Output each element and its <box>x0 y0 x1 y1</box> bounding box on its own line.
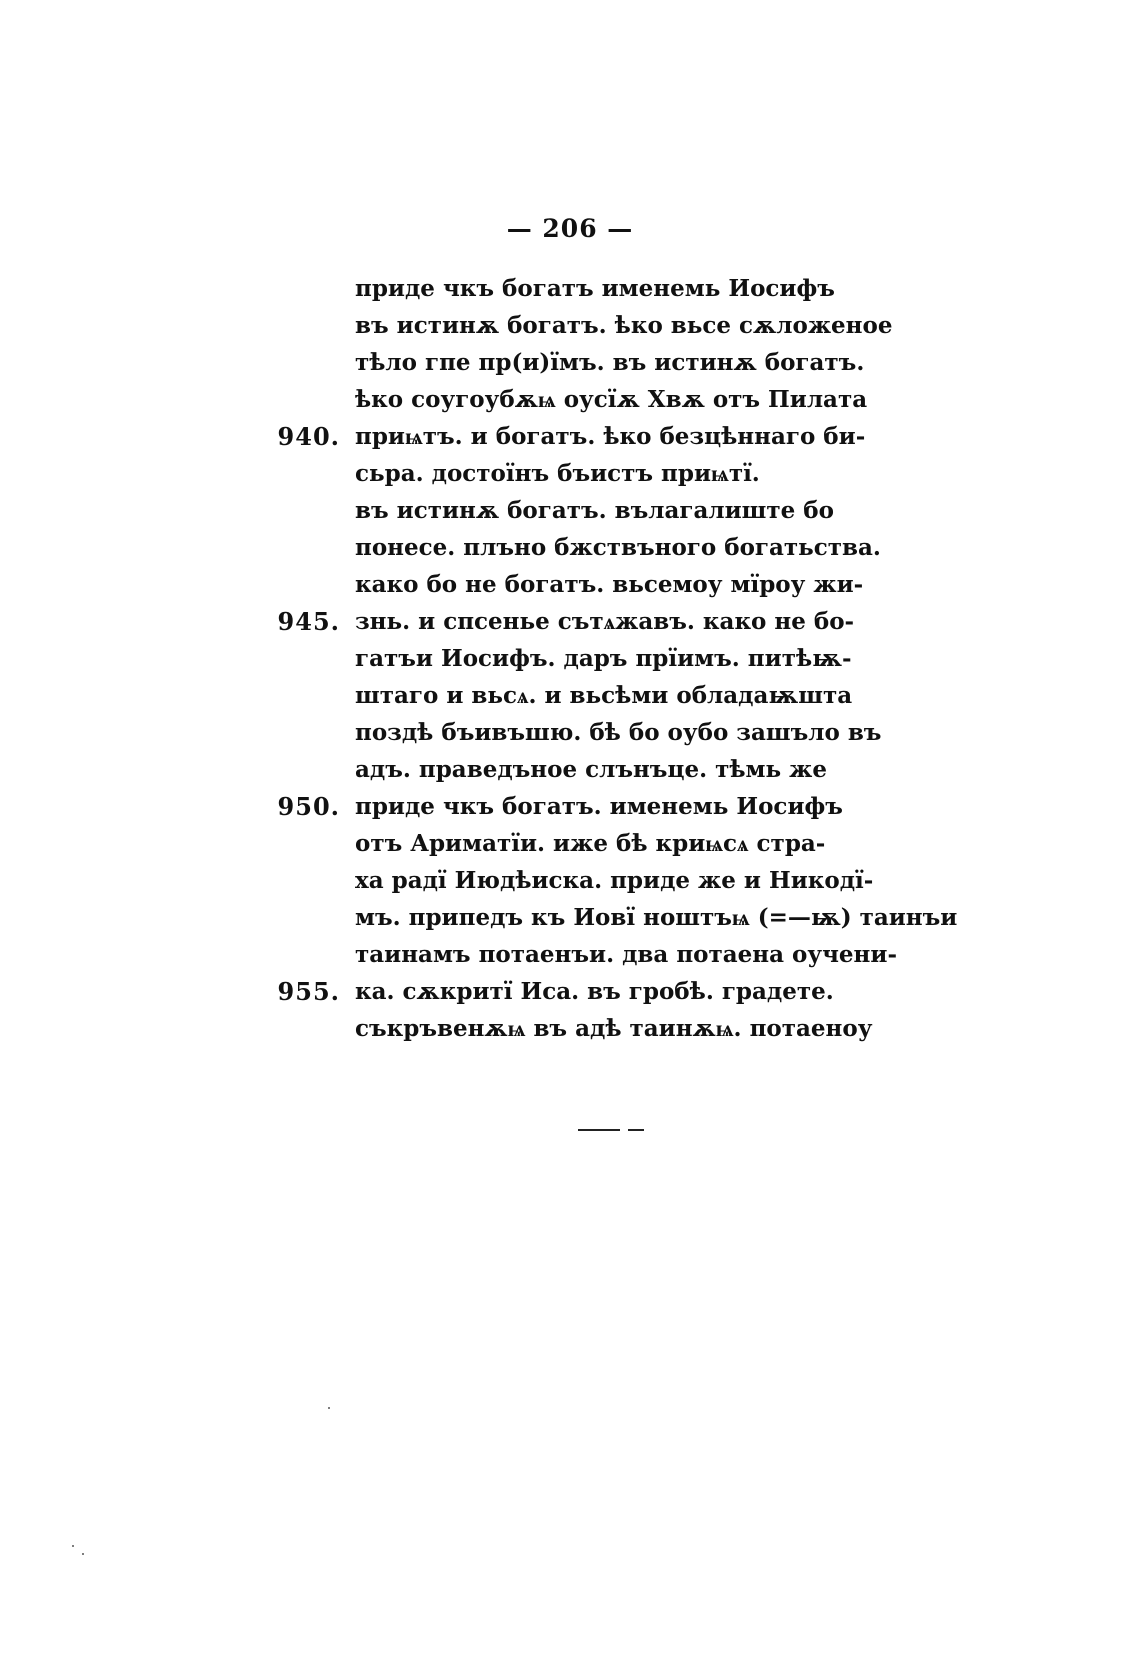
text-line <box>0 603 1140 640</box>
rule-segment <box>578 1129 620 1131</box>
line-text: адъ. праведъное слънъце. тѣмь же <box>355 756 827 783</box>
text-line <box>0 381 1140 418</box>
scan-speck <box>82 1553 84 1555</box>
text-line <box>0 566 1140 603</box>
text-line <box>0 270 1140 307</box>
line-number: 955. <box>277 977 340 1006</box>
line-text: ха радї Июдѣиска. приде же и Никодї- <box>355 867 874 894</box>
line-text: поздѣ бъивъшю. бѣ бо оубо зашъло въ <box>355 719 882 746</box>
line-text: отъ Ариматїи. иже бѣ криѩсѧ стра- <box>355 830 826 857</box>
text-line <box>0 862 1140 899</box>
text-line <box>0 714 1140 751</box>
scan-speck <box>72 1545 74 1547</box>
text-line <box>0 529 1140 566</box>
line-text: приѩтъ. и богатъ. ѣко безцѣннаго би- <box>355 423 866 450</box>
text-line <box>0 307 1140 344</box>
line-number: 950. <box>277 792 340 821</box>
line-text: съкръвенѫѩ въ адѣ таинѫѩ. потаеноу <box>355 1015 873 1042</box>
line-text: въ истинѫ богатъ. вълагалиште бо <box>355 497 834 524</box>
text-line <box>0 825 1140 862</box>
line-text: въ истинѫ богатъ. ѣко вьсе сѫложеное <box>355 312 893 339</box>
text-line <box>0 788 1140 825</box>
text-line <box>0 677 1140 714</box>
verse-block <box>0 270 1140 1047</box>
end-rule <box>578 1125 644 1135</box>
text-line <box>0 1010 1140 1047</box>
line-text: гатъи Иосифъ. даръ прїимъ. питѣѭ- <box>355 645 852 672</box>
line-text: приде чкъ богатъ именемь Иосифъ <box>355 275 835 302</box>
rule-segment <box>628 1129 644 1131</box>
line-text: ѣко соугоубѫѩ оусїѫ Хвѫ отъ Пилата <box>355 386 868 413</box>
page-number: — 206 — <box>506 214 634 243</box>
line-text: како бо не богатъ. вьсемоу мїроу жи- <box>355 571 864 598</box>
text-line <box>0 899 1140 936</box>
line-number: 945. <box>277 607 340 636</box>
text-line <box>0 455 1140 492</box>
line-text: тѣло гпе пр(и)їмъ. въ истинѫ богатъ. <box>355 349 865 376</box>
text-line <box>0 418 1140 455</box>
line-text: сьра. достоїнъ бъистъ приѩтї. <box>355 460 760 487</box>
line-text: таинамъ потаенъи. два потаена оучени- <box>355 941 897 968</box>
line-text: штаго и вьсѧ. и вьсѣми обладаѭшта <box>355 682 853 709</box>
line-text: мъ. припедъ къ Иовї ноштъѩ (=—ѭ) таинъи <box>355 904 958 931</box>
line-text: знь. и спсенье сътѧжавъ. како не бо- <box>355 608 855 635</box>
text-line <box>0 751 1140 788</box>
line-text: приде чкъ богатъ. именемь Иосифъ <box>355 793 843 820</box>
text-line <box>0 492 1140 529</box>
line-text: понесе. плъно бжствъного богатьства. <box>355 534 881 561</box>
text-line <box>0 936 1140 973</box>
text-line <box>0 973 1140 1010</box>
text-line <box>0 640 1140 677</box>
line-text: ка. сѫкритї Иса. въ гробѣ. градете. <box>355 978 834 1005</box>
text-line <box>0 344 1140 381</box>
line-number: 940. <box>277 422 340 451</box>
scan-speck <box>328 1407 330 1409</box>
